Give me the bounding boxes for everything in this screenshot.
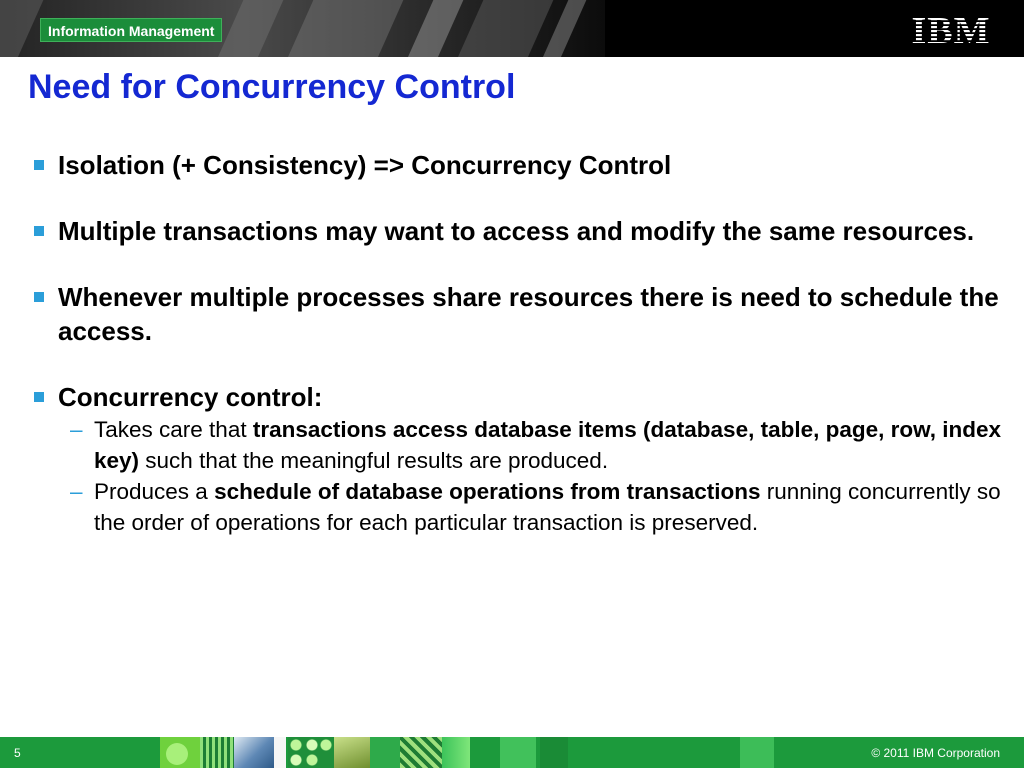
sub-bullet-item [58,476,1005,538]
sub-bullet-text-suffix: running concurrently so the order of operations for each particular transaction is preserved. [94,479,1001,535]
dash-bullet-icon: – [70,479,83,504]
bullet-text: Multiple transactions may want to access and modify the same resources. [58,216,975,246]
square-bullet-icon [34,292,44,302]
ibm-logo [911,14,991,46]
bullet-text: Whenever multiple processes share resources there is need to schedule the access. [58,282,999,346]
square-bullet-icon [34,392,44,402]
sub-bullet-item [58,414,1005,476]
sub-bullet-text-bold: transactions access database items (database, table, page, row, index key) [94,417,1002,473]
bullet-item [30,214,1005,248]
bullet-item [30,380,1005,538]
slide-header [0,0,1024,57]
slide-title: Need for Concurrency Control [28,68,516,106]
sub-bullet-text-prefix: Takes care that [94,417,253,442]
square-bullet-icon [34,160,44,170]
square-bullet-icon [34,226,44,236]
sub-bullet-text-prefix: Produces a [94,479,215,504]
ibm-logo-text: IBM [911,14,991,46]
bullet-item [30,148,1005,182]
bullet-text: Isolation (+ Consistency) => Concurrency Control [58,150,672,180]
dash-bullet-icon: – [70,417,83,442]
page-number: 5 [14,746,21,760]
slide-footer [0,737,1024,768]
copyright-text: © 2011 IBM Corporation [871,746,1000,760]
information-management-badge: Information Management [40,18,222,42]
bullet-text: Concurrency control: [58,382,323,412]
bullet-item [30,280,1005,348]
sub-bullet-text-bold: schedule of database operations from transactions [214,479,761,504]
bullet-list [30,148,1005,538]
sub-bullet-text-suffix: such that the meaningful results are produced. [139,448,609,473]
